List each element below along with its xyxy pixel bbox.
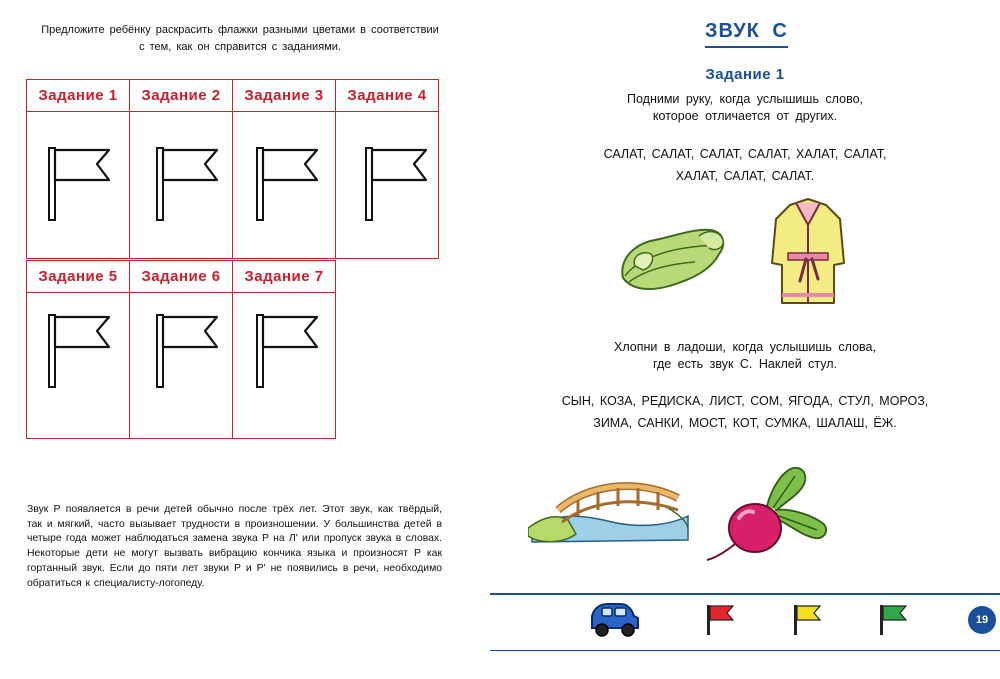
instruction-1-line2: которое отличается от других.: [652, 109, 838, 123]
instruction-1: [490, 91, 1000, 125]
flag-icon: [364, 144, 434, 224]
instruction-2-line2: где есть звук С. Наклей стул.: [652, 357, 838, 371]
task-label-2: Задание 2: [130, 80, 232, 112]
flag-icon: [155, 144, 225, 224]
task-label-7: Задание 7: [233, 261, 335, 293]
instruction-text: Предложите ребёнку раскрасить флажки разными цветами в соответствии с тем, как он справится с заданиями.: [41, 24, 439, 53]
radish-icon: [705, 462, 840, 567]
lettuce-icon: [615, 218, 730, 298]
flag-icon: [255, 311, 325, 391]
words-2-line2: ЗИМА, САНКИ, МОСТ, КОТ, СУМКА, ШАЛАШ, ЁЖ.: [593, 416, 897, 430]
words-2-line1: СЫН, КОЗА, РЕДИСКА, ЛИСТ, СОМ, ЯГОДА, СТУЛ, МОРОЗ,: [561, 394, 929, 408]
instruction-1-line1: Подними руку, когда услышишь слово,: [626, 92, 863, 106]
task-cell-4[interactable]: [335, 79, 439, 259]
flag-icon: [155, 311, 225, 391]
words-list-1: [490, 143, 1000, 187]
car-icon: [586, 598, 642, 640]
flag-icon: [255, 144, 325, 224]
footer-divider: [490, 593, 1000, 595]
flag-icon: [47, 144, 117, 224]
task-cell-5[interactable]: [26, 260, 130, 439]
task-cell-3[interactable]: [232, 79, 336, 259]
flag-icon: [47, 311, 117, 391]
task-cell-1[interactable]: [26, 79, 130, 259]
task-label-6: Задание 6: [130, 261, 232, 293]
speech-therapy-note: Звук Р появляется в речи детей обычно после трёх лет. Этот звук, как твёрдый, так и мягкий, часто вызывает трудности в произношении. У большинства детей в четыре года может наблюдаться замена звука Р на Л' или пропуск звука в словах. Некоторые дети не могут вызвать вибрацию кончика языка и произносят Р как гортанный звук. Если до пяти лет звуки Р и Р' не появились в речи, необходимо обратиться к специалисту-логопеду.: [27, 504, 442, 589]
task-label-3: Задание 3: [233, 80, 335, 112]
words-1-line2: ХАЛАТ, САЛАТ, САЛАТ.: [675, 169, 815, 183]
right-page: [490, 0, 1000, 679]
task-heading: Задание 1: [705, 66, 785, 83]
task-label-4: Задание 4: [336, 80, 438, 112]
instruction-2: [490, 339, 1000, 373]
words-list-2: [490, 390, 1000, 434]
instruction-2-line1: Хлопни в ладоши, когда услышишь слова,: [614, 340, 876, 354]
bridge-icon: [528, 470, 693, 550]
yellow-flag-icon: [792, 603, 824, 637]
task-cell-7[interactable]: [232, 260, 336, 439]
task-cell-2[interactable]: [129, 79, 233, 259]
task-label-5: Задание 5: [27, 261, 129, 293]
page-title: ЗВУК С: [705, 20, 788, 48]
red-flag-icon: [705, 603, 737, 637]
green-flag-icon: [878, 603, 910, 637]
page-number-badge: 19: [968, 606, 996, 634]
task-flags-grid: [26, 79, 439, 439]
footer-divider-thin: [490, 650, 1000, 651]
task-label-1: Задание 1: [27, 80, 129, 112]
words-1-line1: САЛАТ, САЛАТ, САЛАТ, САЛАТ, ХАЛАТ, САЛАТ,: [603, 147, 887, 161]
task-cell-6[interactable]: [129, 260, 233, 439]
robe-icon: [768, 195, 848, 310]
left-page: [0, 0, 490, 679]
